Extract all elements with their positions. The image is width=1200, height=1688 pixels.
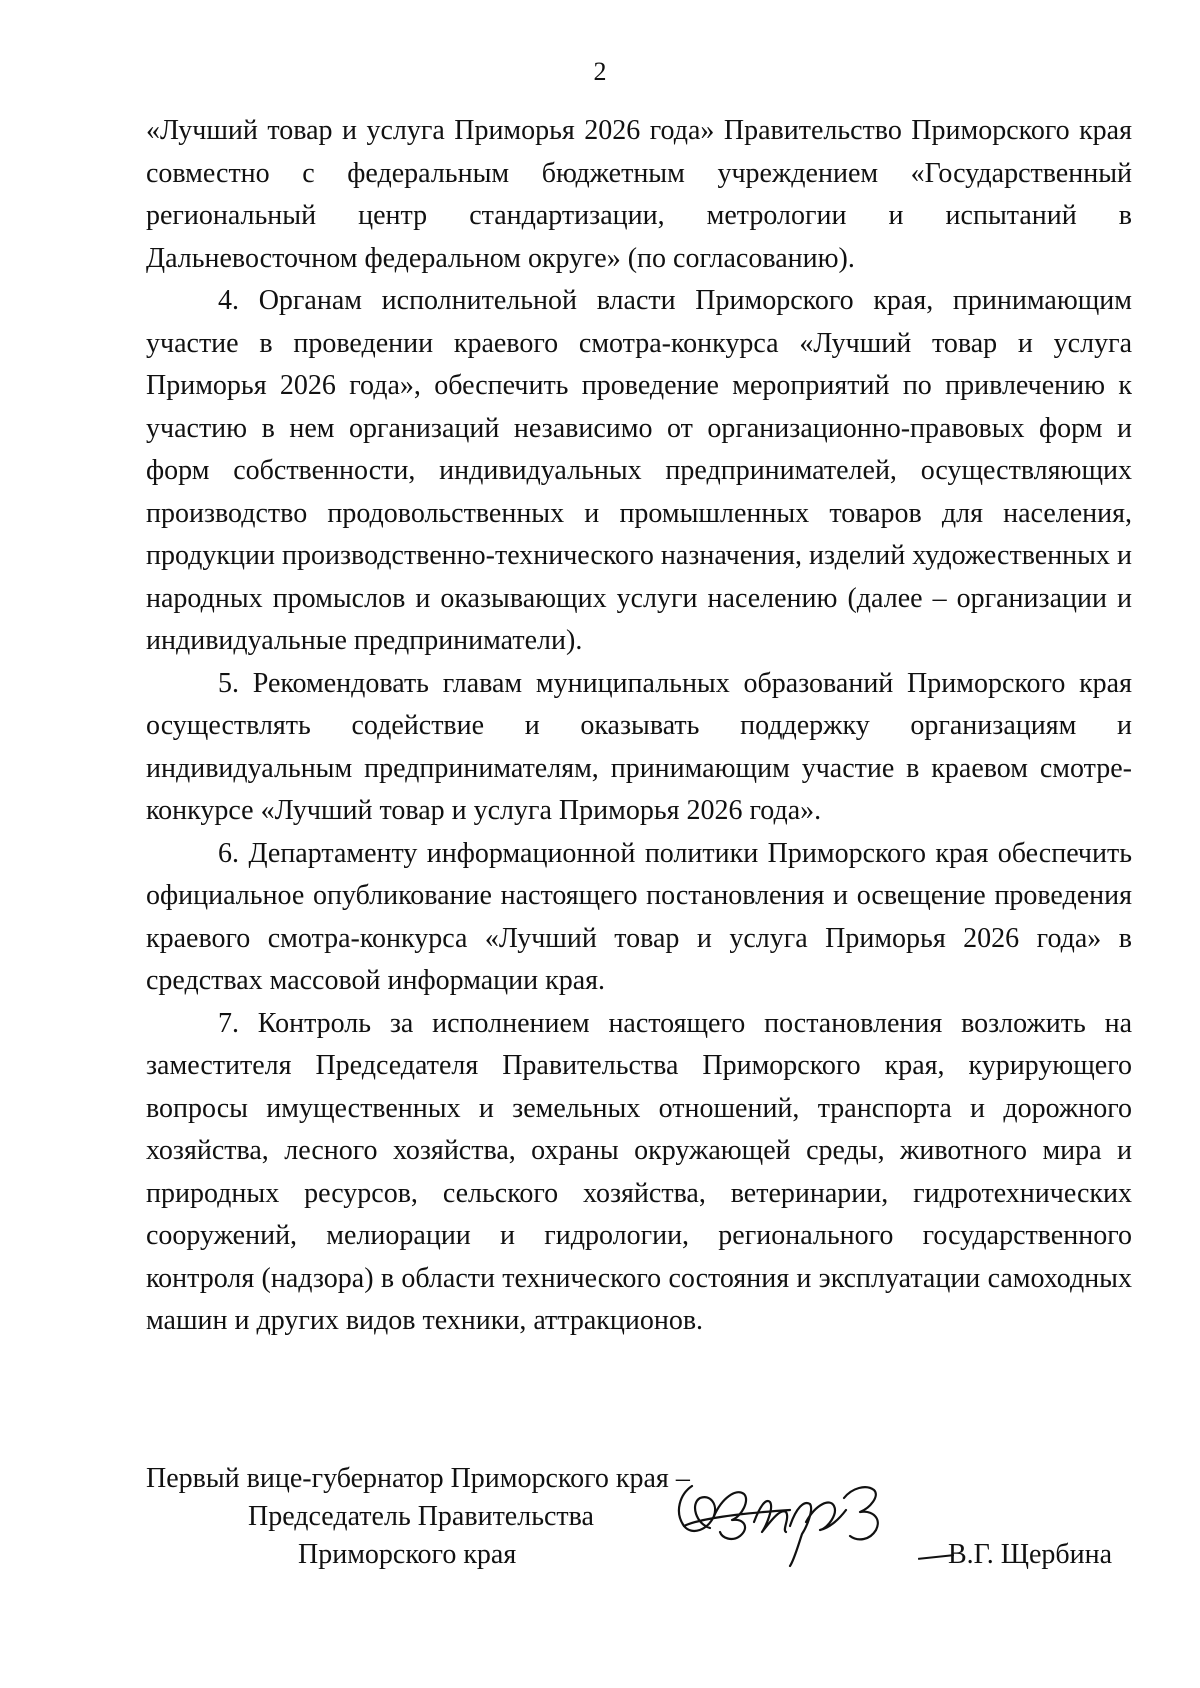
paragraph-item-7: 7. Контроль за исполнением настоящего постановления возложить на заместителя Председателя Правительства Приморского края, курирующего вопросы имущественных и земельных отношений, транспорта и дорожного хозяйства, лесного хозяйства, охраны окружающей среды, животного мира и природных ресурсов, сельского хозяйства, ветеринарии, гидротехнических сооружений, мелиорации и гидрологии, регионального государственного контроля (надзора) в области технического состояния и эксплуатации самоходных машин и других видов техники, аттракционов. [146,1007,1132,1336]
signatory-title-line-3: Приморского края [298,1539,517,1570]
paragraph-item-5: 5. Рекомендовать главам муниципальных образований Приморского края осуществлять содействие и оказывать поддержку организациям и индивидуальным предпринимателям, принимающим участие в краевом смотре-конкурсе «Лучший товар и услуга Приморья 2026 года». [146,667,1132,826]
signatory-name: В.Г. Щербина [948,1539,1113,1570]
paragraph-item-6: 6. Департаменту информационной политики Приморского края обеспечить официальное опубликование настоящего постановления и освещение проведения краевого смотра-конкурса «Лучший товар и услуга Приморья 2026 года» в средствах массовой информации края. [146,837,1132,996]
signature-block [146,1460,1132,1580]
document-body [146,110,1132,1343]
signatory-title-line-1: Первый вице-губернатор Приморского края – [146,1463,690,1494]
paragraph-continuation: «Лучший товар и услуга Приморья 2026 года» Правительство Приморского края совместно с федеральным бюджетным учреждением «Государственный региональный центр стандартизации, метрологии и испытаний в Дальневосточном федеральном округе» (по согласованию). [146,115,1132,274]
page-number: 2 [593,57,607,86]
handwritten-signature [670,1468,920,1572]
paragraph-item-4: 4. Органам исполнительной власти Приморского края, принимающим участие в проведении краевого смотра-конкурса «Лучший товар и услуга Приморья 2026 года», обеспечить проведение мероприятий по привлечению к участию в нем организаций независимо от организационно-правовых форм и форм собственности, индивидуальных предпринимателей, осуществляющих производство продовольственных и промышленных товаров для населения, продукции производственно-технического назначения, изделий художественных и народных промыслов и оказывающих услуги населению (далее – организации и индивидуальные предприниматели). [146,285,1132,656]
signatory-title-line-2: Председатель Правительства [248,1501,594,1532]
